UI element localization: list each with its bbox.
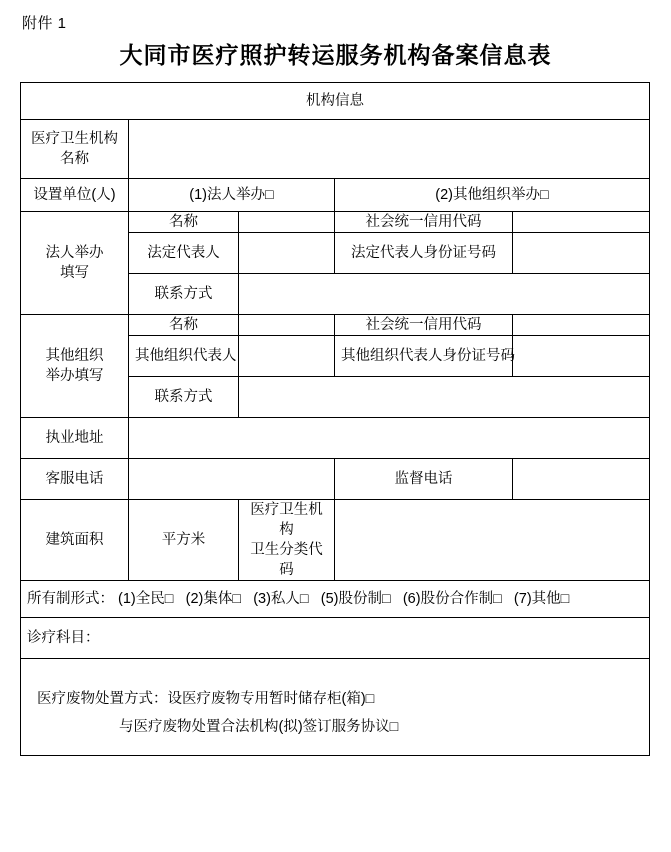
- institution-name-label-line2: 名称: [60, 151, 89, 167]
- building-area-label: 建筑面积: [21, 500, 129, 581]
- other-credit-code-input[interactable]: [513, 315, 650, 336]
- legal-rep-label: 法定代表人: [129, 233, 239, 274]
- service-phone-input[interactable]: [129, 459, 335, 500]
- institution-name-input[interactable]: [129, 120, 650, 179]
- legal-rep-input[interactable]: [239, 233, 335, 274]
- legal-person-group-line1: 法人举办: [45, 245, 104, 261]
- ownership-option-3[interactable]: (3)私人□: [253, 591, 309, 607]
- legal-credit-code-input[interactable]: [513, 212, 650, 233]
- table-row: [21, 659, 650, 756]
- ownership-option-2[interactable]: (2)集体□: [185, 591, 242, 607]
- other-credit-code-label: 社会统一信用代码: [335, 315, 513, 336]
- institution-name-label: [21, 120, 129, 179]
- legal-rep-id-input[interactable]: [513, 233, 650, 274]
- institution-name-label-line1: 医疗卫生机构: [31, 131, 118, 147]
- table-row: [21, 459, 650, 500]
- setup-option-legal[interactable]: (1)法人举办□: [129, 179, 335, 212]
- legal-contact-input[interactable]: [239, 274, 650, 315]
- table-row: [21, 120, 650, 179]
- supervision-phone-input[interactable]: [513, 459, 650, 500]
- other-rep-label: 其他组织代表人: [129, 336, 239, 377]
- building-area-unit: 平方米: [129, 500, 239, 581]
- medical-waste-line-2: [27, 717, 643, 737]
- practice-address-input[interactable]: [129, 418, 650, 459]
- health-classification-code-line1: 医疗卫生机构: [250, 502, 323, 538]
- other-name-input[interactable]: [239, 315, 335, 336]
- table-row: [21, 315, 650, 336]
- legal-contact-label: 联系方式: [129, 274, 239, 315]
- supervision-phone-label: 监督电话: [335, 459, 513, 500]
- other-contact-label: 联系方式: [129, 377, 239, 418]
- ownership-option-7[interactable]: (7)其他□: [513, 591, 570, 607]
- legal-name-input[interactable]: [239, 212, 335, 233]
- table-row: [21, 418, 650, 459]
- ownership-option-5[interactable]: (5)股份制□: [320, 591, 391, 607]
- table-row: [21, 212, 650, 233]
- other-name-label: 名称: [129, 315, 239, 336]
- ownership-label: 所有制形式：: [27, 591, 114, 607]
- legal-credit-code-label: 社会统一信用代码: [335, 212, 513, 233]
- table-row: [21, 179, 650, 212]
- other-contact-input[interactable]: [239, 377, 650, 418]
- medical-waste-line-1: [27, 689, 643, 709]
- other-org-group-line2: 举办填写: [45, 368, 104, 384]
- setup-option-other[interactable]: (2)其他组织举办□: [335, 179, 650, 212]
- medical-waste-label: 医疗废物处置方式：: [37, 691, 168, 707]
- ownership-row: [21, 581, 650, 618]
- other-rep-id-label: 其他组织代表人身份证号码: [335, 336, 513, 377]
- ownership-option-1[interactable]: (1)全民□: [118, 591, 174, 607]
- other-org-group-line1: 其他组织: [45, 348, 104, 364]
- legal-person-group-label: [21, 212, 129, 315]
- other-org-group-label: [21, 315, 129, 418]
- health-classification-code-line2: 卫生分类代码: [250, 542, 323, 578]
- legal-name-label: 名称: [129, 212, 239, 233]
- ownership-option-6[interactable]: (6)股份合作制□: [402, 591, 502, 607]
- medical-waste-option-1[interactable]: 设医疗废物专用暂时储存柜(箱)□: [167, 691, 375, 707]
- clinic-department-label: 诊疗科目：: [27, 630, 100, 646]
- medical-waste-option-2[interactable]: 与医疗废物处置合法机构(拟)签订服务协议□: [119, 719, 399, 735]
- clinic-department-field[interactable]: [21, 618, 650, 659]
- attachment-label: 附件 1: [22, 15, 67, 32]
- record-information-form: [20, 82, 650, 756]
- table-row: [21, 500, 650, 581]
- table-row: [21, 83, 650, 120]
- section-header: 机构信息: [21, 83, 650, 120]
- service-phone-label: 客服电话: [21, 459, 129, 500]
- medical-waste-row: [21, 659, 650, 756]
- table-row: [21, 581, 650, 618]
- legal-person-group-line2: 填写: [60, 265, 89, 281]
- table-row: [21, 618, 650, 659]
- legal-rep-id-label: 法定代表人身份证号码: [335, 233, 513, 274]
- health-classification-code-label: [239, 500, 335, 581]
- setup-unit-label: 设置单位(人): [21, 179, 129, 212]
- other-rep-input[interactable]: [239, 336, 335, 377]
- practice-address-label: 执业地址: [21, 418, 129, 459]
- page-title: 大同市医疗照护转运服务机构备案信息表: [119, 42, 552, 68]
- other-rep-id-input[interactable]: [513, 336, 650, 377]
- health-classification-code-input[interactable]: [335, 500, 650, 581]
